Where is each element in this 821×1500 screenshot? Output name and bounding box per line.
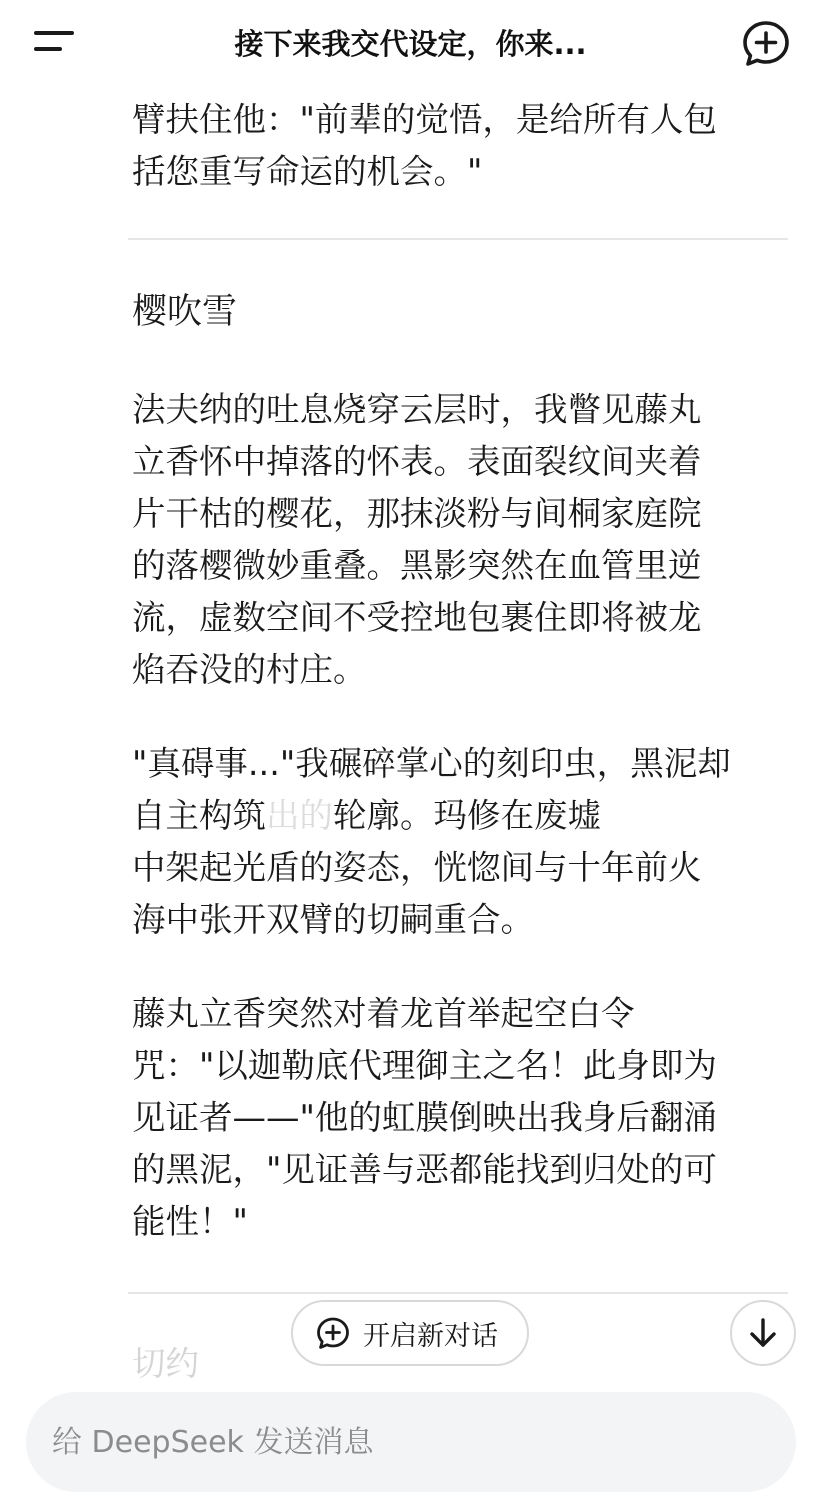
message-composer — [26, 1392, 796, 1492]
new-chat-icon[interactable] — [740, 18, 792, 68]
new-dialog-button[interactable] — [291, 1300, 529, 1366]
text-line: 片干枯的樱花，那抹淡粉与间桐家庭院 — [132, 494, 702, 533]
text-line: 焰吞没的村庄。 — [132, 650, 367, 689]
paragraph — [132, 988, 782, 1248]
scroll-to-bottom-button[interactable] — [730, 1300, 796, 1366]
paragraph — [132, 384, 782, 696]
intro-line: 臂扶住他："前辈的觉悟，是给所有人包 — [132, 100, 717, 139]
arrow-down-icon — [745, 1315, 781, 1351]
conversation-title: 接下来我交代设定，你来... — [234, 27, 587, 61]
obscured-text: 出的 — [266, 796, 333, 835]
text-line: "真碍事..."我碾碎掌心的刻印虫，黑泥却 — [132, 744, 731, 783]
section-divider — [128, 1292, 788, 1294]
intro-text — [132, 90, 782, 198]
next-section-heading: 切约 — [132, 1344, 199, 1383]
text-line: 海中张开双臂的切嗣重合。 — [132, 900, 534, 939]
message-input[interactable] — [52, 1392, 772, 1492]
text-line: 立香怀中掉落的怀表。表面裂纹间夹着 — [132, 442, 702, 481]
text-line: 流，虚数空间不受控地包裹住即将被龙 — [132, 598, 702, 637]
text-line: 藤丸立香突然对着龙首举起空白令 — [132, 994, 635, 1033]
text-line: 能性！" — [132, 1202, 248, 1241]
new-dialog-label: 开启新对话 — [363, 1320, 498, 1352]
section-title: 樱吹雪 — [132, 292, 238, 332]
text-line: 中架起光盾的姿态，恍惚间与十年前火 — [132, 848, 702, 887]
text-line: 的黑泥，"见证善与恶都能找到归处的可 — [132, 1150, 717, 1189]
intro-line: 括您重写命运的机会。" — [132, 152, 483, 191]
text-line — [132, 790, 782, 842]
text-line: 法夫纳的吐息烧穿云层时，我瞥见藤丸 — [132, 390, 702, 429]
text-fragment: 轮廓。玛修在废墟 — [333, 796, 601, 835]
paragraph — [132, 738, 782, 946]
section-divider — [128, 238, 788, 240]
text-line: 咒："以迦勒底代理御主之名！此身即为 — [132, 1046, 717, 1085]
text-fragment: 自主构筑 — [132, 796, 266, 835]
menu-icon[interactable] — [24, 20, 84, 64]
text-line: 见证者——"他的虹膜倒映出我身后翻涌 — [132, 1098, 717, 1137]
top-bar — [0, 0, 821, 90]
text-line: 的落樱微妙重叠。黑影突然在血管里逆 — [132, 546, 702, 585]
new-chat-icon — [315, 1315, 351, 1351]
